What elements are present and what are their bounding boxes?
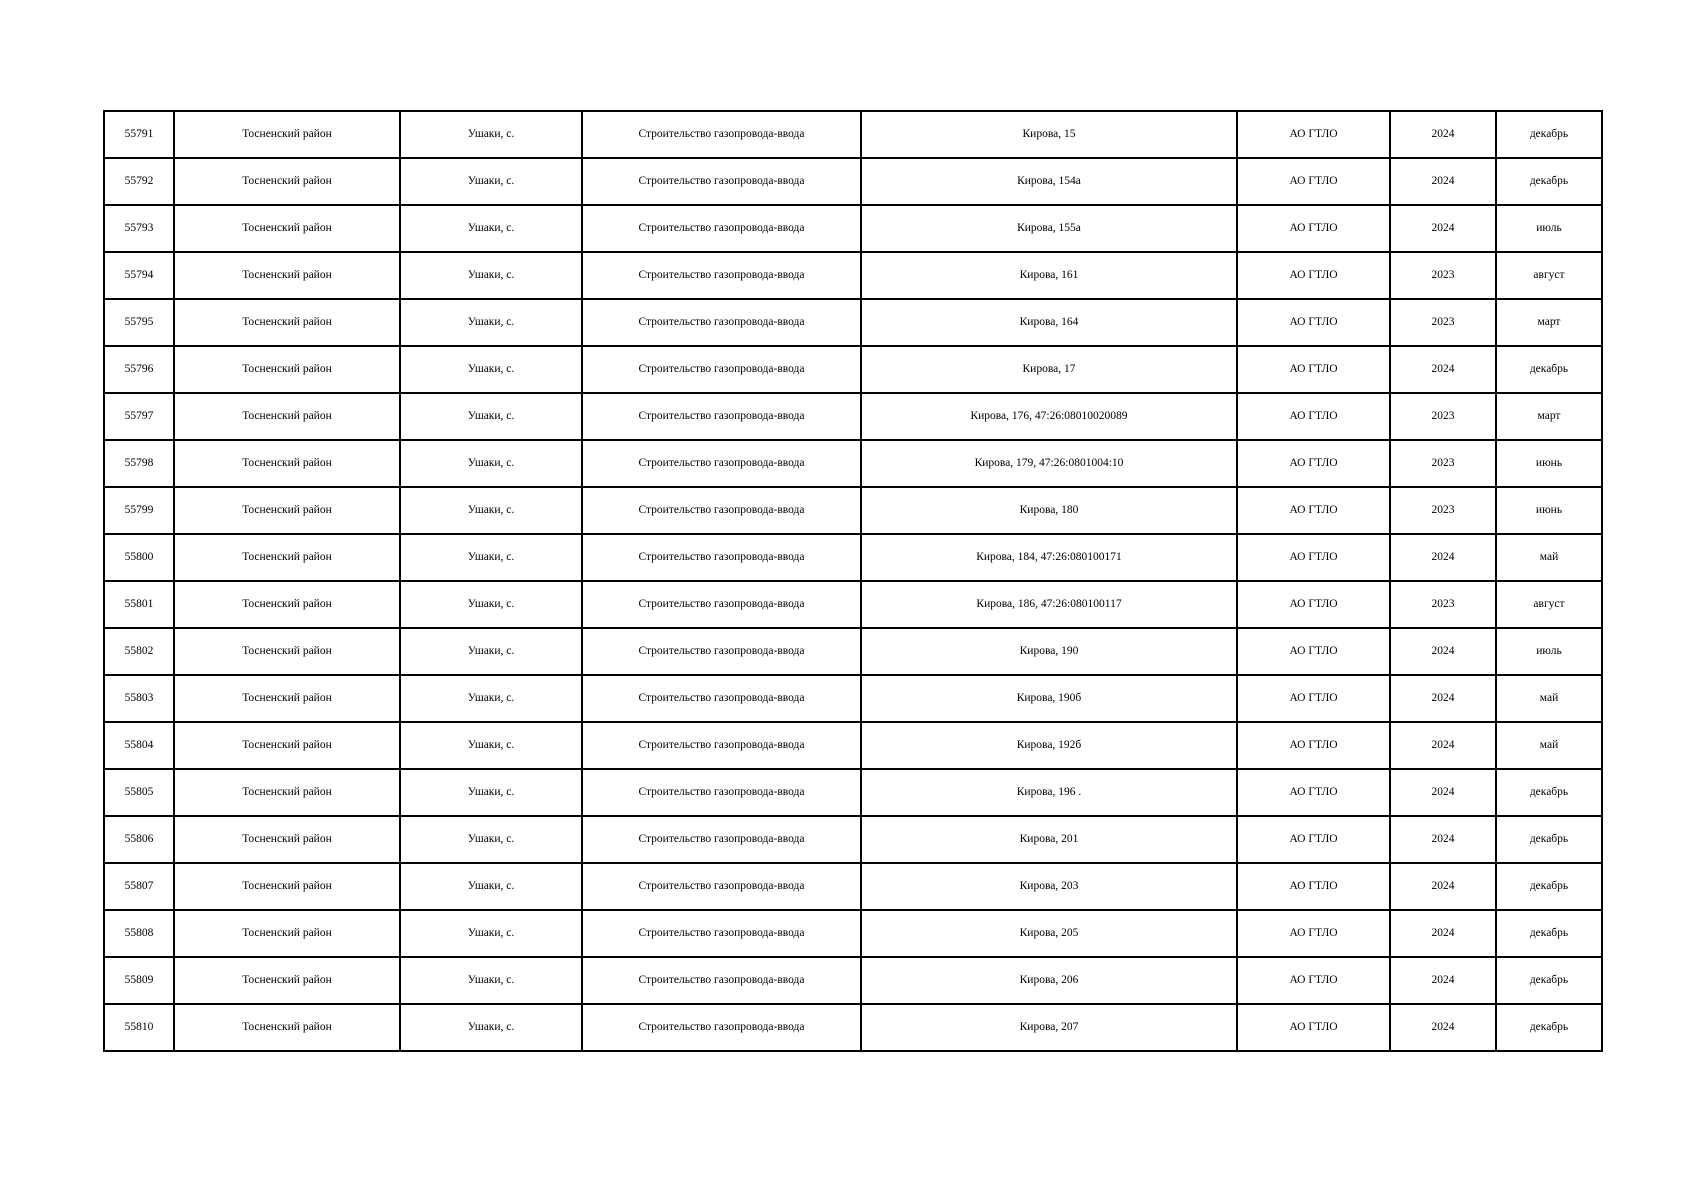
cell-address: Кирова, 205 [861,910,1237,957]
cell-locality: Ушаки, с. [400,487,582,534]
table-row [104,769,1602,816]
cell-month: декабрь [1496,957,1602,1004]
cell-locality: Ушаки, с. [400,722,582,769]
cell-row-number: 55809 [104,957,174,1004]
cell-row-number: 55792 [104,158,174,205]
cell-address: Кирова, 176, 47:26:08010020089 [861,393,1237,440]
cell-work-type: Строительство газопровода-ввода [582,111,861,158]
cell-address: Кирова, 184, 47:26:080100171 [861,534,1237,581]
cell-district: Тосненский район [174,487,400,534]
cell-year: 2024 [1390,863,1496,910]
table-row [104,863,1602,910]
cell-organization: АО ГТЛО [1237,722,1390,769]
cell-address: Кирова, 190б [861,675,1237,722]
table-row [104,816,1602,863]
cell-year: 2023 [1390,252,1496,299]
cell-organization: АО ГТЛО [1237,252,1390,299]
cell-row-number: 55805 [104,769,174,816]
cell-month: июль [1496,205,1602,252]
cell-month: декабрь [1496,1004,1602,1051]
cell-locality: Ушаки, с. [400,675,582,722]
cell-organization: АО ГТЛО [1237,628,1390,675]
cell-month: декабрь [1496,111,1602,158]
cell-district: Тосненский район [174,769,400,816]
cell-locality: Ушаки, с. [400,863,582,910]
cell-address: Кирова, 15 [861,111,1237,158]
cell-district: Тосненский район [174,346,400,393]
cell-locality: Ушаки, с. [400,299,582,346]
cell-locality: Ушаки, с. [400,440,582,487]
cell-organization: АО ГТЛО [1237,1004,1390,1051]
table-row [104,393,1602,440]
cell-address: Кирова, 155а [861,205,1237,252]
cell-work-type: Строительство газопровода-ввода [582,863,861,910]
cell-year: 2024 [1390,957,1496,1004]
cell-address: Кирова, 192б [861,722,1237,769]
cell-row-number: 55793 [104,205,174,252]
cell-organization: АО ГТЛО [1237,346,1390,393]
cell-work-type: Строительство газопровода-ввода [582,910,861,957]
cell-row-number: 55791 [104,111,174,158]
cell-organization: АО ГТЛО [1237,393,1390,440]
document-sheet [103,110,1601,1052]
cell-organization: АО ГТЛО [1237,534,1390,581]
cell-year: 2024 [1390,910,1496,957]
cell-organization: АО ГТЛО [1237,581,1390,628]
cell-locality: Ушаки, с. [400,158,582,205]
cell-work-type: Строительство газопровода-ввода [582,957,861,1004]
cell-month: июнь [1496,487,1602,534]
cell-district: Тосненский район [174,628,400,675]
cell-work-type: Строительство газопровода-ввода [582,675,861,722]
cell-month: декабрь [1496,910,1602,957]
cell-work-type: Строительство газопровода-ввода [582,158,861,205]
table-row [104,158,1602,205]
cell-address: Кирова, 186, 47:26:080100117 [861,581,1237,628]
table-row [104,581,1602,628]
cell-row-number: 55801 [104,581,174,628]
cell-month: август [1496,581,1602,628]
cell-work-type: Строительство газопровода-ввода [582,816,861,863]
cell-address: Кирова, 196 . [861,769,1237,816]
cell-row-number: 55794 [104,252,174,299]
cell-organization: АО ГТЛО [1237,910,1390,957]
cell-year: 2024 [1390,722,1496,769]
cell-address: Кирова, 179, 47:26:0801004:10 [861,440,1237,487]
cell-work-type: Строительство газопровода-ввода [582,487,861,534]
cell-year: 2024 [1390,769,1496,816]
cell-address: Кирова, 190 [861,628,1237,675]
cell-year: 2024 [1390,111,1496,158]
cell-organization: АО ГТЛО [1237,299,1390,346]
cell-locality: Ушаки, с. [400,769,582,816]
cell-address: Кирова, 154а [861,158,1237,205]
cell-month: июнь [1496,440,1602,487]
cell-year: 2024 [1390,158,1496,205]
table-row [104,346,1602,393]
cell-locality: Ушаки, с. [400,252,582,299]
cell-month: май [1496,722,1602,769]
cell-district: Тосненский район [174,252,400,299]
table-row [104,1004,1602,1051]
cell-month: июль [1496,628,1602,675]
cell-organization: АО ГТЛО [1237,769,1390,816]
cell-locality: Ушаки, с. [400,393,582,440]
cell-year: 2024 [1390,346,1496,393]
cell-address: Кирова, 161 [861,252,1237,299]
cell-locality: Ушаки, с. [400,205,582,252]
cell-row-number: 55798 [104,440,174,487]
table-row [104,111,1602,158]
cell-work-type: Строительство газопровода-ввода [582,440,861,487]
cell-work-type: Строительство газопровода-ввода [582,722,861,769]
cell-address: Кирова, 206 [861,957,1237,1004]
cell-year: 2023 [1390,487,1496,534]
cell-organization: АО ГТЛО [1237,440,1390,487]
cell-organization: АО ГТЛО [1237,205,1390,252]
cell-work-type: Строительство газопровода-ввода [582,769,861,816]
cell-month: декабрь [1496,346,1602,393]
table-body [104,111,1602,1051]
cell-month: декабрь [1496,769,1602,816]
cell-locality: Ушаки, с. [400,816,582,863]
cell-district: Тосненский район [174,299,400,346]
table-row [104,957,1602,1004]
table-row [104,910,1602,957]
cell-row-number: 55810 [104,1004,174,1051]
cell-organization: АО ГТЛО [1237,158,1390,205]
cell-year: 2024 [1390,534,1496,581]
cell-year: 2024 [1390,816,1496,863]
cell-year: 2023 [1390,299,1496,346]
cell-row-number: 55806 [104,816,174,863]
cell-district: Тосненский район [174,581,400,628]
table-row [104,675,1602,722]
cell-work-type: Строительство газопровода-ввода [582,299,861,346]
table-row [104,252,1602,299]
cell-district: Тосненский район [174,158,400,205]
cell-address: Кирова, 164 [861,299,1237,346]
cell-row-number: 55800 [104,534,174,581]
cell-district: Тосненский район [174,205,400,252]
cell-district: Тосненский район [174,534,400,581]
cell-year: 2024 [1390,675,1496,722]
cell-district: Тосненский район [174,722,400,769]
cell-row-number: 55802 [104,628,174,675]
cell-work-type: Строительство газопровода-ввода [582,393,861,440]
cell-district: Тосненский район [174,440,400,487]
cell-locality: Ушаки, с. [400,346,582,393]
cell-work-type: Строительство газопровода-ввода [582,534,861,581]
cell-row-number: 55797 [104,393,174,440]
cell-address: Кирова, 17 [861,346,1237,393]
table-row [104,628,1602,675]
cell-row-number: 55804 [104,722,174,769]
cell-month: декабрь [1496,158,1602,205]
cell-locality: Ушаки, с. [400,534,582,581]
cell-year: 2024 [1390,628,1496,675]
cell-work-type: Строительство газопровода-ввода [582,252,861,299]
cell-locality: Ушаки, с. [400,111,582,158]
cell-year: 2023 [1390,440,1496,487]
table-row [104,722,1602,769]
cell-row-number: 55807 [104,863,174,910]
cell-month: август [1496,252,1602,299]
cell-district: Тосненский район [174,111,400,158]
table-row [104,534,1602,581]
cell-locality: Ушаки, с. [400,628,582,675]
cell-month: май [1496,675,1602,722]
cell-district: Тосненский район [174,863,400,910]
cell-year: 2023 [1390,581,1496,628]
cell-organization: АО ГТЛО [1237,957,1390,1004]
cell-address: Кирова, 207 [861,1004,1237,1051]
cell-row-number: 55803 [104,675,174,722]
cell-district: Тосненский район [174,910,400,957]
cell-work-type: Строительство газопровода-ввода [582,205,861,252]
cell-work-type: Строительство газопровода-ввода [582,346,861,393]
table-row [104,299,1602,346]
cell-month: декабрь [1496,863,1602,910]
cell-month: декабрь [1496,816,1602,863]
cell-row-number: 55808 [104,910,174,957]
cell-address: Кирова, 180 [861,487,1237,534]
cell-row-number: 55796 [104,346,174,393]
data-table [103,110,1603,1052]
cell-work-type: Строительство газопровода-ввода [582,1004,861,1051]
table-row [104,205,1602,252]
cell-address: Кирова, 201 [861,816,1237,863]
cell-year: 2023 [1390,393,1496,440]
cell-locality: Ушаки, с. [400,957,582,1004]
cell-year: 2024 [1390,205,1496,252]
cell-organization: АО ГТЛО [1237,111,1390,158]
cell-locality: Ушаки, с. [400,1004,582,1051]
cell-organization: АО ГТЛО [1237,675,1390,722]
cell-row-number: 55799 [104,487,174,534]
cell-district: Тосненский район [174,1004,400,1051]
cell-organization: АО ГТЛО [1237,816,1390,863]
table-row [104,440,1602,487]
cell-month: май [1496,534,1602,581]
cell-district: Тосненский район [174,675,400,722]
cell-address: Кирова, 203 [861,863,1237,910]
cell-month: март [1496,299,1602,346]
cell-organization: АО ГТЛО [1237,487,1390,534]
cell-year: 2024 [1390,1004,1496,1051]
cell-work-type: Строительство газопровода-ввода [582,628,861,675]
cell-district: Тосненский район [174,957,400,1004]
cell-district: Тосненский район [174,393,400,440]
cell-locality: Ушаки, с. [400,910,582,957]
cell-organization: АО ГТЛО [1237,863,1390,910]
cell-locality: Ушаки, с. [400,581,582,628]
cell-row-number: 55795 [104,299,174,346]
cell-work-type: Строительство газопровода-ввода [582,581,861,628]
table-row [104,487,1602,534]
cell-district: Тосненский район [174,816,400,863]
cell-month: март [1496,393,1602,440]
